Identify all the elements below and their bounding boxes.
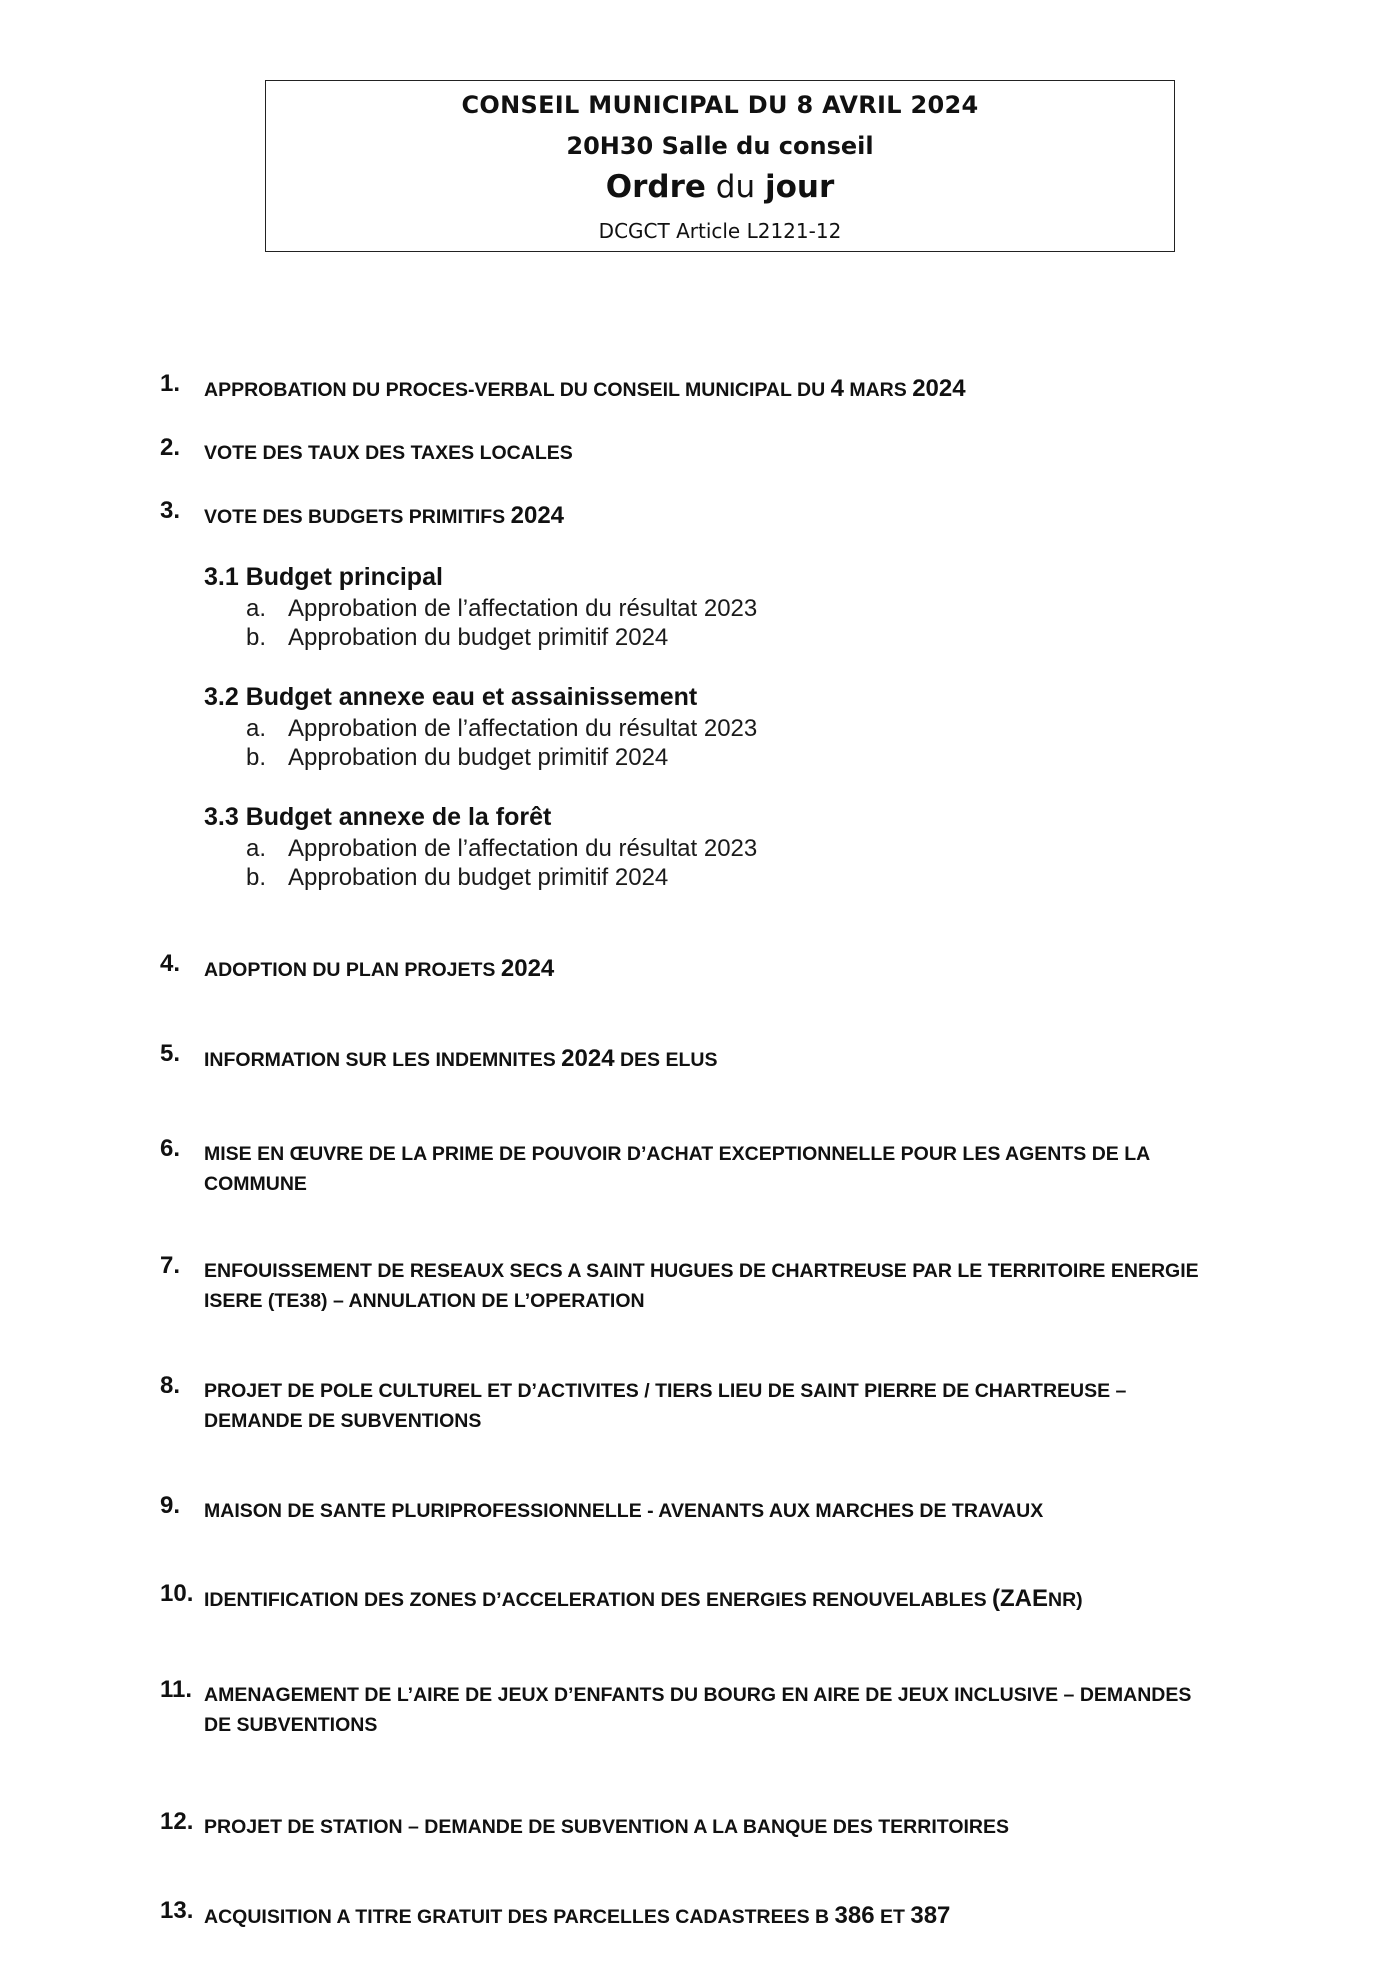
budget-heading-3-3: 3.3 Budget annexe de la forêt — [204, 803, 552, 831]
budget-subitem: a. Approbation de l’affectation du résultat 2023 — [246, 835, 758, 862]
budget-heading-3-1: 3.1 Budget principal — [204, 563, 443, 591]
item-text: IDENTIFICATION DES ZONES D’ACCELERATION DES ENERGIES RENOUVELABLES (ZAENR) — [204, 1585, 1083, 1612]
header-box — [265, 80, 1175, 252]
budget-heading-3-2: 3.2 Budget annexe eau et assainissement — [204, 683, 698, 711]
item-number: 5. — [160, 1040, 181, 1067]
item-number: 10. — [160, 1580, 194, 1607]
item-text: PROJET DE POLE CULTUREL ET D’ACTIVITES / TIERS LIEU DE SAINT PIERRE DE CHARTREUSE – DEMANDE DE SUBVENTIONS — [204, 1380, 1127, 1432]
budget-subitem: b. Approbation du budget primitif 2024 — [246, 624, 669, 651]
item-number: 1. — [160, 370, 181, 397]
meeting-time-place: 20H30 Salle du conseil — [566, 132, 874, 160]
agenda-title-ordre: Ordre — [605, 169, 706, 205]
agenda-title-jour: jour — [764, 169, 835, 205]
item-number: 8. — [160, 1372, 181, 1399]
item-number: 12. — [160, 1808, 194, 1835]
item-text: ACQUISITION A TITRE GRATUIT DES PARCELLES CADASTREES B 386 ET 387 — [204, 1902, 951, 1929]
item-number: 2. — [160, 434, 181, 461]
item-number: 9. — [160, 1492, 181, 1519]
item-text: ENFOUISSEMENT DE RESEAUX SECS A SAINT HUGUES DE CHARTREUSE PAR LE TERRITOIRE ENERGIE ISERE (TE38) – ANNULATION DE L’OPERATION — [204, 1260, 1199, 1312]
item-text: MAISON DE SANTE PLURIPROFESSIONNELLE - AVENANTS AUX MARCHES DE TRAVAUX — [204, 1500, 1044, 1522]
item-number: 4. — [160, 950, 181, 977]
item-text: APPROBATION DU PROCES-VERBAL DU CONSEIL MUNICIPAL DU 4 MARS 2024 — [204, 375, 966, 402]
item-number: 11. — [160, 1676, 193, 1703]
meeting-title: CONSEIL MUNICIPAL DU 8 AVRIL 2024 — [461, 91, 979, 119]
budget-subitem: a. Approbation de l’affectation du résultat 2023 — [246, 715, 758, 742]
agenda-title-du: du — [705, 169, 765, 205]
item-text: AMENAGEMENT DE L’AIRE DE JEUX D’ENFANTS DU BOURG EN AIRE DE JEUX INCLUSIVE – DEMANDES DE SUBVENTIONS — [204, 1684, 1192, 1736]
item-text: INFORMATION SUR LES INDEMNITES 2024 DES ELUS — [204, 1045, 718, 1072]
item-text: VOTE DES BUDGETS PRIMITIFS 2024 — [204, 502, 565, 529]
item-text: MISE EN ŒUVRE DE LA PRIME DE POUVOIR D’ACHAT EXCEPTIONNELLE POUR LES AGENTS DE LA COMMUNE — [204, 1143, 1151, 1195]
item-number: 7. — [160, 1252, 181, 1279]
item-number: 3. — [160, 497, 181, 524]
budget-subitem: a. Approbation de l’affectation du résultat 2023 — [246, 595, 758, 622]
budget-subitem: b. Approbation du budget primitif 2024 — [246, 744, 669, 771]
item-number: 13. — [160, 1897, 194, 1924]
item-number: 6. — [160, 1135, 181, 1162]
item-text: VOTE DES TAUX DES TAXES LOCALES — [204, 442, 573, 464]
item-text: ADOPTION DU PLAN PROJETS 2024 — [204, 955, 555, 982]
legal-reference: DCGCT Article L2121-12 — [598, 219, 842, 243]
budget-subitem: b. Approbation du budget primitif 2024 — [246, 864, 669, 891]
agenda-title — [266, 169, 1174, 205]
item-text: PROJET DE STATION – DEMANDE DE SUBVENTION A LA BANQUE DES TERRITOIRES — [204, 1816, 1009, 1838]
